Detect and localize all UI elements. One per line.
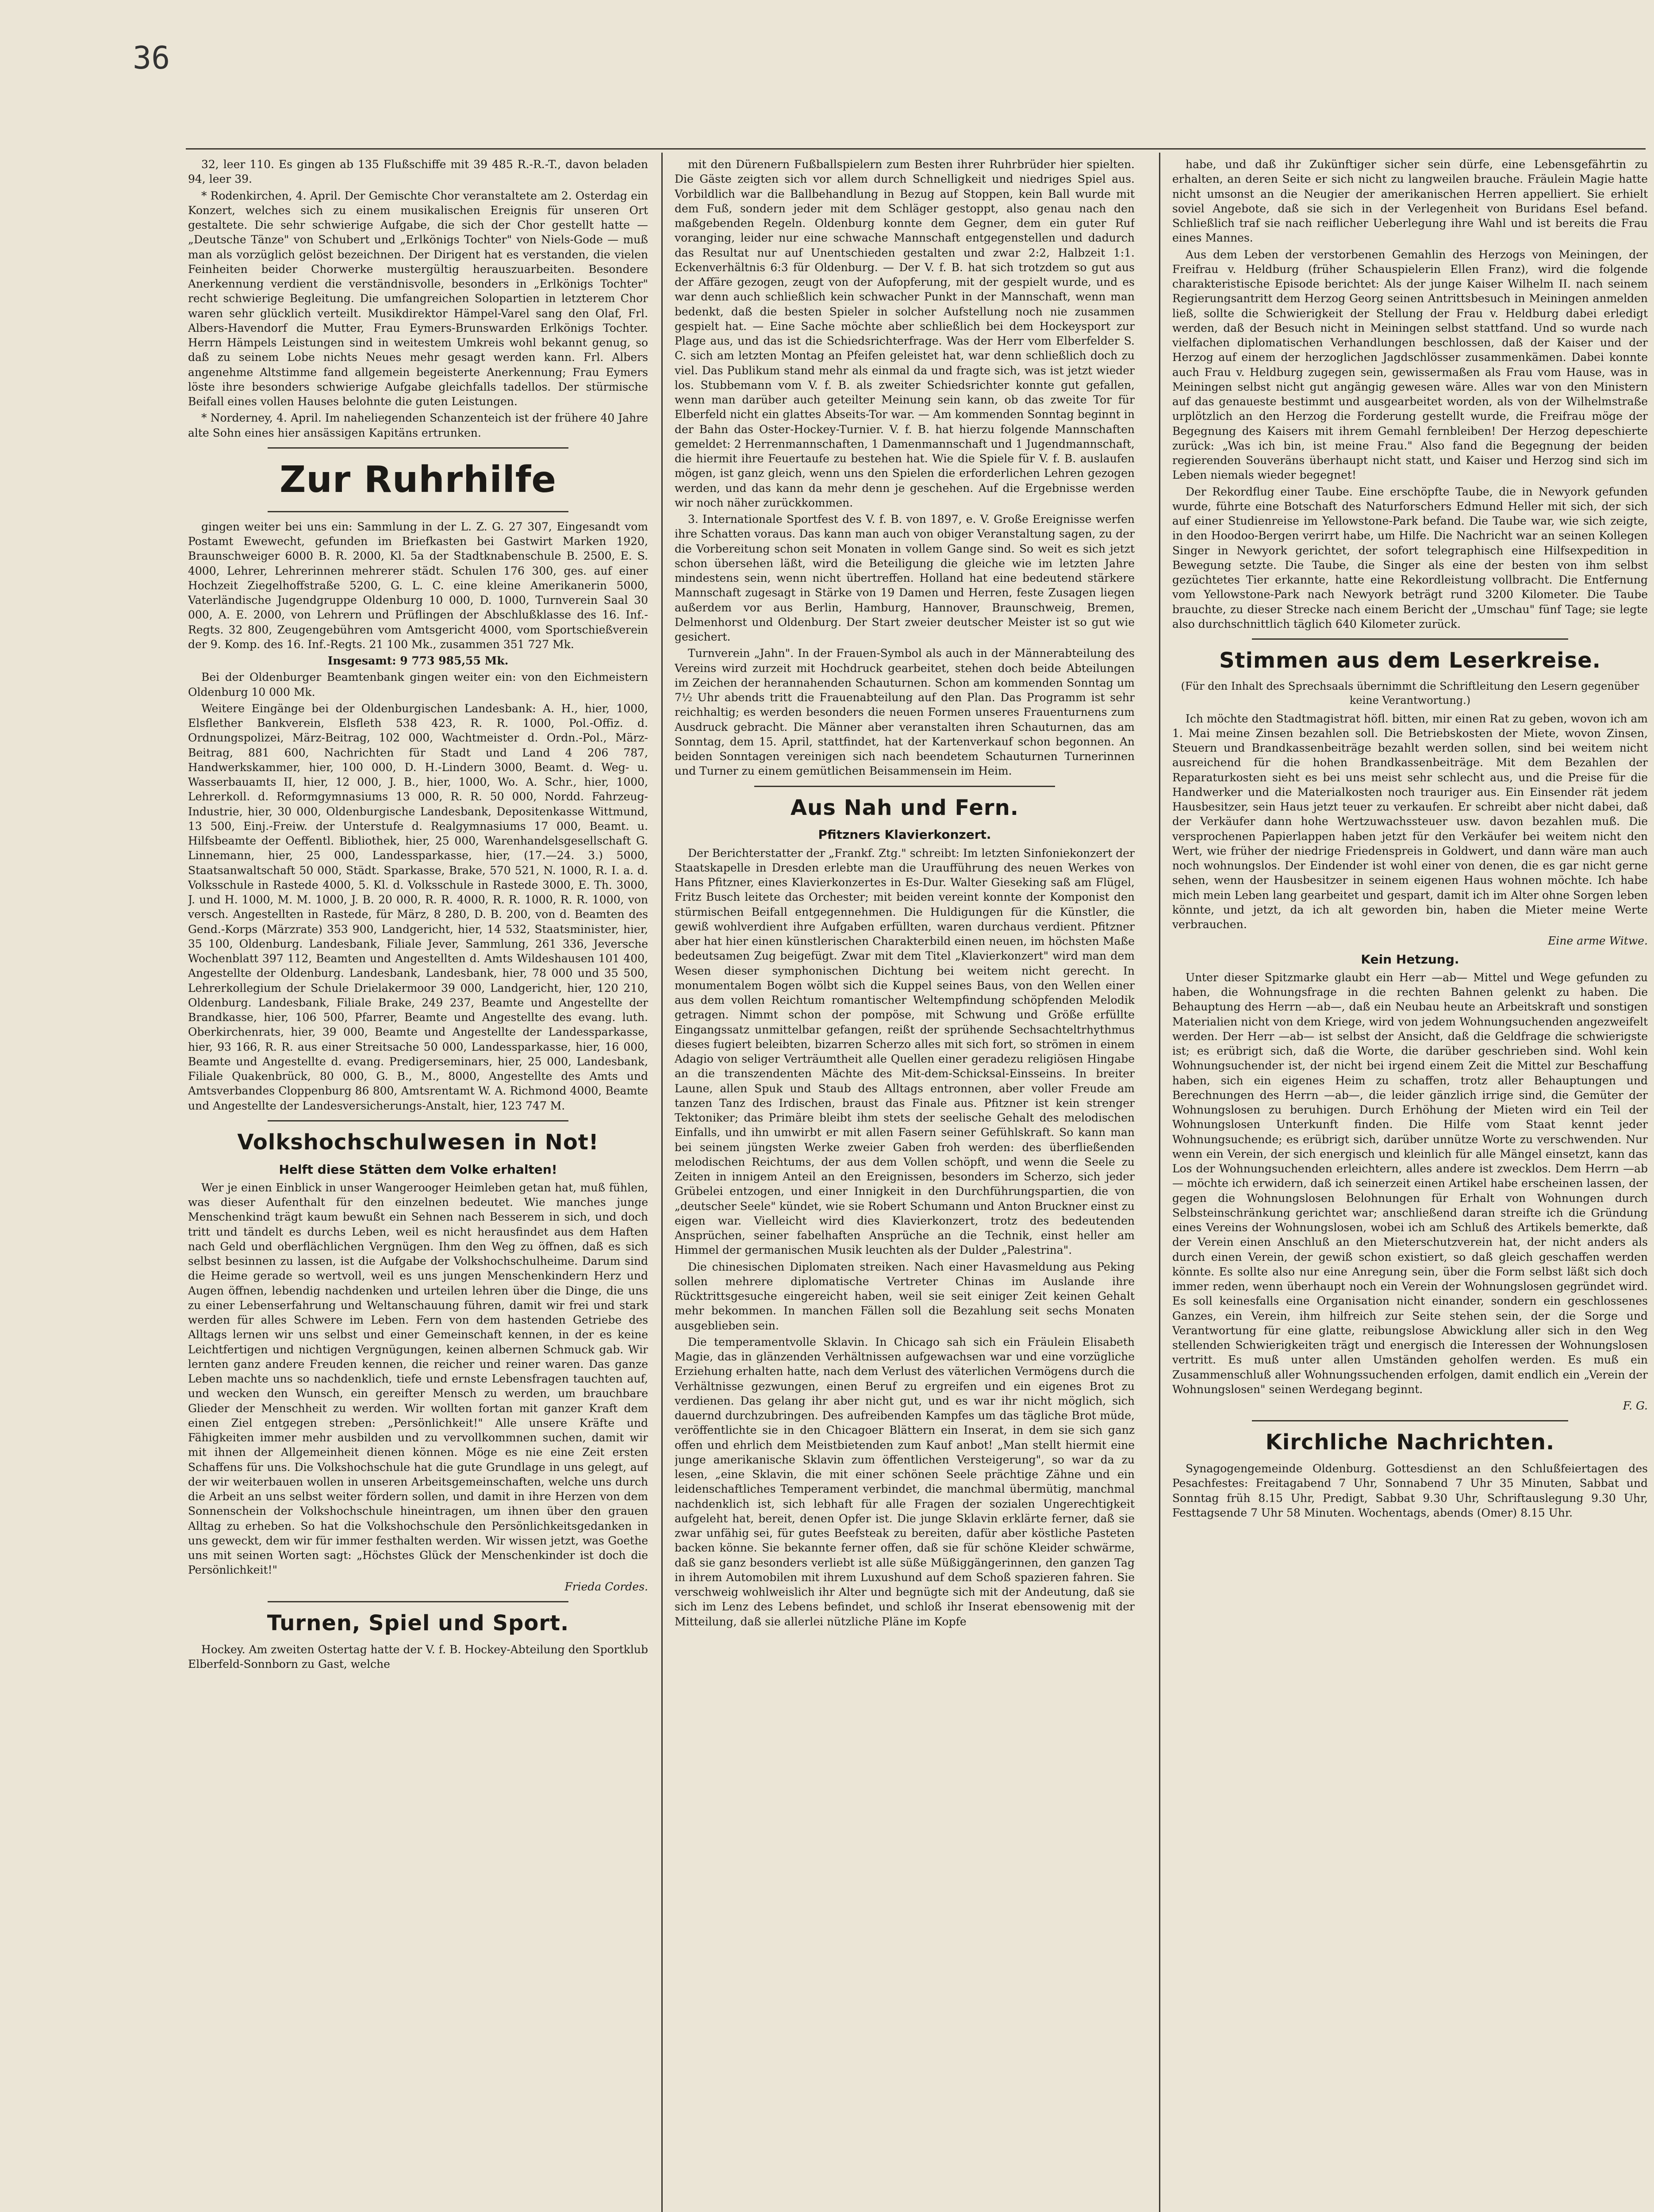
- article-paragraph: mit den Dürenern Fußballspielern zum Besten ihrer Ruhrbrüder hier spielten. Die Gäste zeigten sich vor allem durch Schnelligkeit und niedriges Spiel aus. Vorbildlich war die Ballbehandlung in Bezug auf Stoppen, kein Ball wurde mit dem Fuß, sondern jeder mit dem Schläger gestoppt, also genau nach den maßgebenden Regeln. Oldenburg konnte dem Gegner, dem ein guter Ruf voranging, leider nur eine schwache Mannschaft entgegenstellen und dadurch das Resultat nur auf Unentschieden gestalten und zwar 2:2, Halbzeit 1:1. Eckenverhältnis 6:3 für Oldenburg. — Der V. f. B. hat sich trotzdem so gut aus der Affäre gezogen, zeugt von der Aufopferung, mit der gespielt wurde, und es war denn auch schließlich kein schwacher Punkt in der Mannschaft, wenn man bedenkt, daß die besten Spieler in solcher Aufstellung noch nie zusammen gespielt hat. — Eine Sache möchte aber schließlich bei dem Hockeysport zur Plage aus, und das ist die Schiedsrichterfrage. Was der Herr vom Elberfelder S. C. sich am letzten Montag an Pfeifen geleistet hat, war denn schließlich doch zu viel. Das Publikum stand mehr als einmal da und fragte sich, was ist jetzt wieder los. Stubbemann vom V. f. B. als zweiter Schiedsrichter konnte gut gefallen, wenn man darüber auch geteilter Meinung sein kann, ob das zweite Tor für Elberfeld nicht ein glattes Abseits-Tor war. — Am kommenden Sonntag beginnt in der Bahn das Oster-Hockey-Turnier. V. f. B. hat hierzu folgende Mannschaften gemeldet: 2 Herrenmannschaften, 1 Damenmannschaft und 1 Jugendmannschaft, die hiermit ihre Feuertaufe zu bestehen hat. Wie die Spiele für V. f. B. auslaufen mögen, ist ganz gleich, wenn uns den Spielen die erforderlichen Lehren gezogen werden, und das kann da mehr denn je geschehen. Auf die Ergebnisse werden wir noch näher zurückkommen.: [675, 158, 1135, 509]
- article-paragraph: Die chinesischen Diplomaten streiken. Nach einer Havasmeldung aus Peking sollen mehrere diplomatische Vertreter Chinas im Auslande ihre Rücktrittsgesuche eingereicht haben, weil sie seit einiger Zeit keinen Gehalt mehr bekommen. In manchen Fällen soll die Bezahlung seit sechs Monaten ausgeblieben sein.: [675, 1260, 1135, 1332]
- donation-total: Insgesamt: 9 773 985,55 Mk.: [327, 654, 509, 668]
- page-number: 36: [133, 40, 170, 76]
- section-divider: [268, 447, 568, 449]
- column-rule-1: [661, 153, 663, 2212]
- section-divider: [268, 1601, 568, 1602]
- article-paragraph: Der Berichterstatter der „Frankf. Ztg." schreibt: Im letzten Sinfoniekonzert der Staatskapelle in Dresden erlebte man die Uraufführung des neuen Werkes von Hans Pfitzner, eines Klavierkonzertes in Es-Dur. Walter Gieseking saß am Flügel, Fritz Busch leitete das Orchester; mit beiden vereint konnte der Komponist den stürmischen Beifall entgegennehmen. Die Huldigungen für die Künstler, die gewiß wohlverdient ihre Aufgaben erfüllten, waren durchaus verdient. Pfitzner aber hat hier einen künstlerischen Charakterbild einen neuen, im höchsten Maße bedeutsamen Zug beigefügt. Zwar mit dem Titel „Klavierkonzert" wird man dem Wesen dieser symphonischen Dichtung bei weitem nicht gerecht. In monumentalem Bogen wölbt sich die Kuppel seines Baus, von den Wellen einer aus dem vollen Reichtum romantischer Weltempfindung schöpfenden Melodik getragen. Nimmt schon der pompöse, mit Schwung und Größe erfüllte Eingangssatz unmittelbar gefangen, reißt der sprühende Sechsachteltrhythmus dieses fugiert beleibten, bizarren Scherzo alles mit sich fort, so strömen in einem Adagio von seliger Verträumtheit alle Quellen einer geradezu religiösen Hingabe an die transzendenten Mächte des Mit-dem-Schicksal-Einsseins. In breiter Laune, allen Spuk und Staub des Alltags entronnen, aber voller Freude am tanzen Tanz des Irdischen, braust das Finale aus. Pfitzner ist kein strenger Tektoniker; das Primäre bleibt ihm stets der seelische Gehalt des melodischen Einfalls, und ihn umwirbt er mit allen Fasern seiner Gefühlskraft. So kann man bei seinem jüngsten Werke zweier Gaben froh werden: des überfließenden melodischen Reichtums, der aus dem Vollen schöpft, und wenn die Seele zu Zeiten in innigem Anteil an den Ereignissen, besonders im Scherzo, sich jeder Grübelei entzogen, und einer Innigkeit in den Durchführungspartien, die von „deutscher Seele" kündet, wie sie Robert Schumann und Anton Bruckner einst zu eigen war. Vielleicht wird dies Klavierkonzert, trotz des bedeutenden Ansprüchen, seiner fabelhaften Ansprüche an die Technik, einst heller am Himmel der germanischen Musik leuchten als der Dulder „Palestrina".: [675, 846, 1135, 1257]
- article-paragraph: Turnverein „Jahn". In der Frauen-Symbol als auch in der Männerabteilung des Vereins wird zurzeit mit Hochdruck gearbeitet, stehen doch beide Abteilungen im Zeichen der herannahenden Schauturnen. Schon am kommenden Sonntag um 7½ Uhr abends tritt die Frauenabteilung auf den Plan. Das Programm ist sehr reichhaltig; es werden besonders die neuen Formen unseres Frauenturnens zum Ausdruck gebracht. Die Männer aber veranstalten ihren Schauturnen, das am Sonntag, dem 15. April, stattfindet, hat der Kartenverkauf schon begonnen. An beiden Sonntagen vereinigen sich nach beendetem Schauturnen Turnerinnen und Turner zu einem gemütlichen Beisammensein im Heim.: [675, 647, 1135, 778]
- article-paragraph: Aus dem Leben der verstorbenen Gemahlin des Herzogs von Meiningen, der Freifrau v. Heldburg (früher Schauspielerin Ellen Franz), wird die folgende charakteristische Episode berichtet: Als der junge Kaiser Wilhelm II. nach seinem Regierungsantritt dem Herzog Georg seinen Antrittsbesuch in Meiningen anmelden ließ, sollte die Schwierigkeit der Stellung der Frau v. Heldburg dabei erledigt werden, daß der Besuch nicht in Meiningen selbst stattfand. Und so wurde nach vielfachen diplomatischen Verhandlungen beschlossen, daß der Kaiser und der Herzog auf einem der herzoglichen Jagdschlösser zusammenkämen. Dabei konnte auch Frau v. Heldburg zugegen sein, gewissermaßen als Frau vom Hause, was in Meiningen selbst nicht gut angängig gewesen wäre. Alles war von den Ministern auf das genaueste bestimmt und ausgearbeitet worden, als von der Wilhelmstraße urplötzlich an den Herzog die Forderung gestellt wurde, die Freifrau möge der Begegnung des Kaisers mit ihrem Gemahl fernbleiben! Der Herzog depeschierte zurück: „Was ich bin, ist meine Frau." Also fand die Begegnung der beiden regierenden Souveräns überhaupt nicht statt, und Kaiser und Herzog sind sich im Leben niemals wieder begegnet!: [1172, 248, 1648, 482]
- news-item: 32, leer 110. Es gingen ab 135 Flußschiffe mit 39 485 R.-R.-T., davon beladen 94, leer 39.: [188, 158, 648, 186]
- section-divider: [1252, 638, 1568, 640]
- article-paragraph: gingen weiter bei uns ein: Sammlung in der L. Z. G. 27 307, Eingesandt vom Postamt Ewewecht, gefunden im Briefkasten bei Gastwirt Marken 1920, Braunschweiger 6000 B. R. 2000, Kl. 5a der Stadtknabenschule B. 2500, E. S. 4000, Lehrer, Lehrerinnen mehrerer städt. Schulen 176 300, ges. auf einer Hochzeit Ziegelhoffstraße 5200, G. L. C. eine kleine Amerikanerin 5000, Vaterländische Jugendgruppe Oldenburg 10 000, D. 1000, Turnverein Saal 30 000, A. E. 2000, von Lehrern und Prüflingen der Abschlußklasse des 16. Inf.-Regts. 32 800, Zeugengebühren vom Amtsgericht 4000, vom Sportschießverein der 9. Komp. des 16. Inf.-Regts. 21 100 Mk., zusammen 351 727 Mk.: [188, 520, 648, 651]
- section-title-nah-fern: Aus Nah und Fern.: [791, 795, 1019, 820]
- column-2: [675, 157, 1135, 2212]
- section-subtitle: Pfitzners Klavierkonzert.: [818, 827, 991, 842]
- article-paragraph: Ich möchte den Stadtmagistrat höfl. bitten, mir einen Rat zu geben, wovon ich am 1. Mai meine Zinsen bezahlen soll. Die Betriebskosten der Miete, wovon Zinsen, Steuern und Brandkassenbeiträge bezahlt werden sollen, sind bei weitem nicht ausreichend für die hohen Brandkassenbeiträge. Mit dem Bezahlen der Reparaturkosten sieht es bei uns meist sehr schlecht aus, und die Preise für die Handwerker und die Materialkosten noch trauriger aus. Ein Einsender rät jedem Hausbesitzer, sein Haus jetzt teuer zu verkaufen. Er schreibt aber nicht dabei, daß der Verkäufer dann hohe Wertzuwachssteuer usw. davon bezahlen muß. Die versprochenen Papierlappen haben jetzt für den Verkäufer bei weitem nicht den Wert, wie früher der niedrige Friedenspreis in Goldwert, und dann wäre man auch noch wohnungslos. Der Eindender ist wohl einer von denen, die es gar nicht gerne sehen, wenn der Hausbesitzer in seinem eigenen Haus wohnen möchte. Ich habe mich mein Leben lang gearbeitet und gespart, damit ich im Alter ohne Sorgen leben könnte, und jetzt, da ich alt geworden bin, haben die Mieter meine Werte verbrauchen.: [1172, 712, 1648, 931]
- section-title-ruhrhilfe: Zur Ruhrhilfe: [279, 458, 557, 501]
- section-title-sport: Turnen, Spiel und Sport.: [267, 1610, 569, 1636]
- article-signature: Frieda Cordes.: [564, 1580, 648, 1593]
- article-paragraph: Hockey. Am zweiten Ostertag hatte der V. f. B. Hockey-Abteilung den Sportklub Elberfeld-Sonnborn zu Gast, welche: [188, 1643, 648, 1671]
- article-paragraph: Weitere Eingänge bei der Oldenburgischen Landesbank: A. H., hier, 1000, Elsflether Bankverein, Elsfleth 538 423, R. R. 1000, Pol.-Offiz. d. Ordnungspolizei, März-Beitrag, 102 000, Wachtmeister d. Ordn.-Pol., März-Beitrag, 881 600, Nachrichten für Stadt und Land 4 206 787, Handwerkskammer, hier, 100 000, D. H.-Lindern 3000, Beamt. d. Weg- u. Wasserbauamts II, hier, 12 000, J. B., hier, 1000, Wo. A. Schr., hier, 1000, Lehrerkoll. d. Reformgymnasiums 13 000, R. R. 50 000, Nordd. Fahrzeug-Industrie, hier, 30 000, Oldenburgische Landesbank, Depositenkasse Wittmund, 13 500, Einj.-Freiw. der Unterstufe d. Realgymnasiums 17 000, Beamt. u. Hilfsbeamte der Oeffentl. Bibliothek, hier, 25 000, Warenhandelsgesellschaft G. Linnemann, hier, 25 000, Landessparkasse, hier, (17.—24. 3.) 5000, Staatsanwaltschaft 50 000, Städt. Sparkasse, Brake, 570 521, N. 1000, R. I. a. d. Volksschule in Rastede 4000, 5. Kl. d. Volksschule in Rastede 3000, E. Th. 3000, J. und H. 1000, M. M. 1000, J. B. 20 000, R. R. 4000, R. R. 1000, R. R. 1000, von versch. Angestellten in Rastede, für März, 8 280, D. B. 200, von d. Beamten des Gend.-Korps (Märzrate) 353 900, Landgericht, hier, 14 532, Staatsminister, hier, 35 100, Oldenburg. Landesbank, Filiale Jever, Sammlung, 261 336, Jeversche Wochenblatt 397 112, Beamten und Angestellten d. Amts Wildeshausen 101 400, Angestellte der Oldenburg. Landesbank, Landesbank, hier, 78 000 und 35 500, Lehrerkollegium der Schule Drielakermoor 39 000, Landgericht, hier, 120 210, Oldenburg. Landesbank, Filiale Brake, 249 237, Beamte und Angestellte der Brandkasse, hier, 106 500, Pfarrer, Beamte und Angestellte des evang. luth. Oberkirchenrats, hier, 39 000, Beamte und Angestellte der Landessparkasse, hier, 93 166, R. R. aus einer Streitsache 50 000, Landessparkasse, hier, 16 000, Beamte und Angestellte d. evang. Predigerseminars, hier, 25 000, Landesbank, Filiale Quakenbrück, 80 000, G. B., M., 8000, Angestellte des Amts und Amtsverbandes Cloppenburg 86 800, Amtsrentamt W. A. Richmond 4000, Beamte und Angestellte der Landesversicherungs-Anstalt, hier, 123 747 M.: [188, 702, 648, 1112]
- section-title-kirchlich: Kirchliche Nachrichten.: [1265, 1430, 1555, 1455]
- column-rule-2: [1159, 153, 1160, 2212]
- article-paragraph: Synagogengemeinde Oldenburg. Gottesdienst an den Schlußfeiertagen des Pesachfestes: Freitagabend 7 Uhr, Sonnabend 7 Uhr 35 Minuten, Sabbat und Sonntag früh 8.15 Uhr, Predigt, Sabbat 9.30 Uhr, Schriftauslegung 9.30 Uhr, Festtagsende 7 Uhr 58 Minuten. Wochentags, abends (Omer) 8.15 Uhr.: [1172, 1462, 1648, 1519]
- article-paragraph: Bei der Oldenburger Beamtenbank gingen weiter ein: von den Eichmeistern Oldenburg 10 000 Mk.: [188, 671, 648, 699]
- article-paragraph: Wer je einen Einblick in unser Wangerooger Heimleben getan hat, muß fühlen, was dieser Aufenthalt für den einzelnen bedeutet. Wie manches junge Menschenkind trägt kaum bewußt ein Sehnen nach Besserem in sich, und doch tritt und tändelt es durchs Leben, weil es nicht herausfindet aus dem Haften nach Geld und oberflächlichen Vergnügen. Ihm den Weg zu öffnen, daß es sich selbst besinnen zu lassen, ist die Aufgabe der Volkshochschulheime. Darum sind die Heime gerade so wertvoll, weil es uns jungen Menschenkindern Herz und Augen öffnen, lebendig nachdenken und urteilen lehren über die Dinge, die uns zu einer Lebenserfahrung und Weltanschauung führen, damit wir frei und stark werden für alles Schwere im Leben. Fern von dem hastenden Getriebe des Alltags lernen wir uns selbst und einer Gemeinschaft kennen, in der es keine Leichtfertigen und nichtigen Vergnügungen, keinen albernen Schmuck gab. Wir lernten ganz andere Freuden kennen, die reicher und reiner waren. Das ganze Leben machte uns so nachdenklich, tiefe und ernste Lebensfragen tauchten auf, und wecken den Wunsch, ein gereifter Mensch zu werden, um brauchbare Glieder der Menschheit zu werden. Wir wollten fortan mit ganzer Kraft dem einen Ziel entgegen streben: „Persönlichkeit!" Alle unsere Kräfte und Fähigkeiten immer mehr ausbilden und zu vervollkommnen suchen, damit wir mit ihnen der Allgemeinheit dienen können. Möge es nie eine Zeit ersten Schaffens für uns. Die Volkshochschule hat die gute Grundlage in uns gelegt, auf der wir weiterbauen wollen in unseren Arbeitsgemeinschaften, welche uns durch die Arbeit an uns selbst weiter fördern sollen, und damit in ihre Herzen von dem Sonnenschein der Volkshochschule hineintragen, um ihnen über den grauen Alltag zu erheben. So hat die Volkshochschule den Persönlichkeitsgedanken in uns geweckt, dem wir für immer festhalten werden. Wir wissen jetzt, was Goethe uns mit seinen Worten sagt: „Höchstes Glück der Menschenkinder ist doch die Persönlichkeit!": [188, 1181, 648, 1577]
- article-paragraph: 3. Internationale Sportfest des V. f. B. von 1897, e. V. Große Ereignisse werfen ihre Schatten voraus. Das kann man auch von obiger Veranstaltung sagen, zu der die Vorbereitung schon seit Monaten in vollem Gange sind. So weit es sich jetzt schon übersehen läßt, wird die Beteiligung die gleiche wie im letzten Jahre mindestens sein, wenn nicht übertreffen. Holland hat eine bedeutend stärkere Mannschaft zugesagt in Stärke von 19 Damen und Herren, feste Zusagen liegen außerdem vor aus Berlin, Hamburg, Hannover, Braunschweig, Bremen, Delmenhorst und Oldenburg. Der Start zweier deutscher Meister ist so gut wie gesichert.: [675, 513, 1135, 643]
- header-rule: [186, 148, 1646, 150]
- article-signature: Eine arme Witwe.: [1548, 934, 1648, 948]
- section-subtitle: Helft diese Stätten dem Volke erhalten!: [279, 1162, 557, 1177]
- section-subtitle: Kein Hetzung.: [1361, 952, 1459, 967]
- article-paragraph: Die temperamentvolle Sklavin. In Chicago sah sich ein Fräulein Elisabeth Magie, das in glänzenden Verhältnissen aufgewachsen war und eine vorzügliche Erziehung erhalten hatte, nach dem Verlust des väterlichen Vermögens durch die Verhältnisse gezwungen, einen Beruf zu ergreifen und ein eigenes Brot zu verdienen. Das gelang ihr aber nicht gut, und es war ihr nicht möglich, sich dauernd durchzubringen. Des aufreibenden Kampfes um das tägliche Brot müde, veröffentlichte sie in den Chicagoer Blättern ein Inserat, in dem sie sich ganz offen und ehrlich dem Meistbietenden zum Kauf anbot! „Man stellt hiermit eine junge amerikanische Sklavin zum öffentlichen Versteigerung", so war da zu lesen, „eine Sklavin, die mit einer schönen Seele prächtige Zähne und ein leidenschaftliches Temperament verbindet, die manchmal übermütig, manchmal nachdenklich ist, sich lebhaft für alle Fragen der sozialen Ungerechtigkeit aufgeleht hat, bereit, denen Opfer ist. Die junge Sklavin erklärte ferner, daß sie zwar unfähig sei, für gutes Beefsteak zu bereiten, dafür aber köstliche Pasteten backen könne. Sie bekannte ferner offen, daß sie für schöne Kleider schwärme, daß sie ganz besonders verliebt ist alle süße Müßiggängerinnen, den ganzen Tag in ihrem Automobilen mit ihrem Luxushund auf dem Schoß spazieren fahren. Sie verschweig wohlweislich ihr Alter und begnügte sich mit der Andeutung, daß sie sich im Lenz des Lebens befindet, und schloß ihr Inserat ebensowenig mit der Mitteilung, daß sie allerlei nützliche Pläne im Kopfe: [675, 1335, 1135, 1628]
- section-title-volkshochschule: Volkshochschulwesen in Not!: [237, 1129, 599, 1155]
- column-1: [188, 157, 648, 2212]
- section-divider: [1252, 1420, 1568, 1421]
- section-divider: [268, 1120, 568, 1121]
- column-3: [1172, 157, 1648, 2212]
- article-paragraph: habe, und daß ihr Zukünftiger sicher sein dürfe, eine Lebensgefährtin zu erhalten, an deren Seite er sich nicht zu langweilen brauche. Fräulein Magie hatte nicht umsonst an die Neugier der amerikanischen Herren appelliert. Sie erhielt soviel Angebote, daß sie sich in der Verlegenheit von Buridans Esel befand. Schließlich traf sie nach reiflicher Ueberlegung ihre Wahl und ist bereits die Frau eines Mannes.: [1172, 158, 1648, 245]
- section-divider: [754, 786, 1055, 787]
- article-paragraph: Unter dieser Spitzmarke glaubt ein Herr —ab— Mittel und Wege gefunden zu haben, die Wohnungsfrage in die rechten Bahnen gelenkt zu haben. Die Behauptung des Herrn —ab—, daß ein Neubau heute an Arbeitskraft und sonstigen Materialien nicht von dem Kriege, wird von jedem Wohnungsuchenden angezweifelt werden. Der Herr —ab— ist selbst der Ansicht, daß die Geldfrage die schwierigste ist; es erübrigt sich, daß die Worte, die darüber geschrieben sind. Wohl kein Wohnungsuchender ist, der nicht bei irgend einem Zeit die Mittel zur Beschaffung haben, sich ein eigenes Heim zu schaffen, trotz aller Behauptungen und Berechnungen des Herrn —ab—, die leider gänzlich irrige sind, die Gemüter der Wohnungslosen zu beruhigen. Durch Erhöhung der Mieten wird ein Teil der Wohnungslosen Unterkunft finden. Die Hilfe vom Staat kennt jeder Wohnungsuchende; es erübrigt sich, darüber unnütze Worte zu verschwenden. Nur wenn ein Verein, der sich energisch und kleinlich für alle Mängel einsetzt, kann das Los der Wohnungsuchenden erleichtern, alles andere ist zwecklos. Dem Herrn —ab— möchte ich erwidern, daß ich seinerzeit einen Artikel habe erscheinen lassen, der gegen die Wohnungslosen Belohnungen für Erhalt von Wohnungen durch Selbsteinschränkung gerichtet war; anschließend daran streifte ich die Gründung eines Vereins der Wohnungslosen, wobei ich am Schluß des Artikels bemerkte, daß der Verein einen Anschluß an den Mieterschutzverein hat, der nicht anders als durch einen Verein, der gewiß schon existiert, so daß gleich geschaffen werden könnte. Es sollte also nur eine Anregung sein, über die Form selbst läßt sich doch immer reden, wenn überhaupt noch ein Verein der Wohnungslosen gegründet wird. Es soll keinesfalls eine Organisation nicht einander, sondern ein geschlossenes Ganzes, ein Verein, ihm hilfreich zur Seite stehen sein, der die Sorge und Verantwortung für eine glatte, reibungslose Abwicklung aller sich in den Weg stellenden Schwierigkeiten trägt und energisch die Interessen der Wohnungslosen vertritt. Es muß unter allen Umständen geholfen werden. Es muß ein Zusammenschluß aller Wohnungssuchenden erfolgen, damit endlich ein „Verein der Wohnungslosen" seinen Werdegang beginnt.: [1172, 971, 1648, 1396]
- article-paragraph: Der Rekordflug einer Taube. Eine erschöpfte Taube, die in Newyork gefunden wurde, führte eine Botschaft des Naturforschers Edmund Heller mit sich, der sich auf einer Studienreise im Yellowstone-Park befand. Die Taube war, wie sich zeigte, in den Hoodoo-Bergen verirrt habe, um Hilfe. Die Nachricht war an seinen Kollegen Singer in Newyork gerichtet, der sofort telegraphisch eine Hilfsexpedition in Bewegung setzte. Die Taube, die Singer als eine der besten von ihm selbst gezüchtetes Tier erkannte, hatte eine Rekordleistung vollbracht. Die Entfernung vom Yellowstone-Park nach Newyork beträgt rund 3200 Kilometer. Die Taube brauchte, zu dieser Strecke nach einem Bericht der „Umschau" fünf Tage; sie legte also durchschnittlich täglich 640 Kilometer zurück.: [1172, 485, 1648, 630]
- news-item: * Norderney, 4. April. Im naheliegenden Schanzenteich ist der frühere 40 Jahre alte Sohn eines hier ansässigen Kapitäns ertrunken.: [188, 411, 648, 439]
- section-divider: [268, 511, 568, 512]
- section-title-leserkreise: Stimmen aus dem Leserkreise.: [1219, 648, 1601, 673]
- article-signature: F. G.: [1623, 1399, 1648, 1413]
- news-item: * Rodenkirchen, 4. April. Der Gemischte Chor veranstaltete am 2. Osterdag ein Konzert, welches sich zu einem musikalischen Ereignis für unseren Ort gestaltete. Die sehr schwierige Aufgabe, die sich der Chor gestellt hatte — „Deutsche Tänze" von Schubert und „Erlkönigs Tochter" von Niels-Gode — muß man als vorzüglich gelöst bezeichnen. Der Dirigent hat es verstanden, die vielen Feinheiten beider Chorwerke mustergültig herauszuarbeiten. Besondere Anerkennung verdient die verständnisvolle, besonders in „Erlkönigs Tochter" recht schwierige Begleitung. Die umfangreichen Solopartien in letzterem Chor waren sehr glücklich verteilt. Musikdirektor Hämpel-Varel sang den Olaf, Frl. Albers-Havendorf die Mutter, Frau Eymers-Brunswarden Erlkönigs Tochter. Herrn Hämpels Leistungen sind in weitestem Umkreis wohl bekannt genug, so daß zu seinem Lobe nichts Neues mehr gesagt werden kann. Frl. Albers angenehme Altstimme fand allgemein begeisterte Anerkennung; Frau Eymers löste ihre besonders schwierige Aufgabe gleichfalls tadellos. Der stürmische Beifall eines vollen Hauses belohnte die guten Leistungen.: [188, 189, 648, 408]
- section-note: (Für den Inhalt des Sprechsaals übernimmt die Schriftleitung den Lesern gegenüber keine Verantwortung.): [1181, 680, 1639, 707]
